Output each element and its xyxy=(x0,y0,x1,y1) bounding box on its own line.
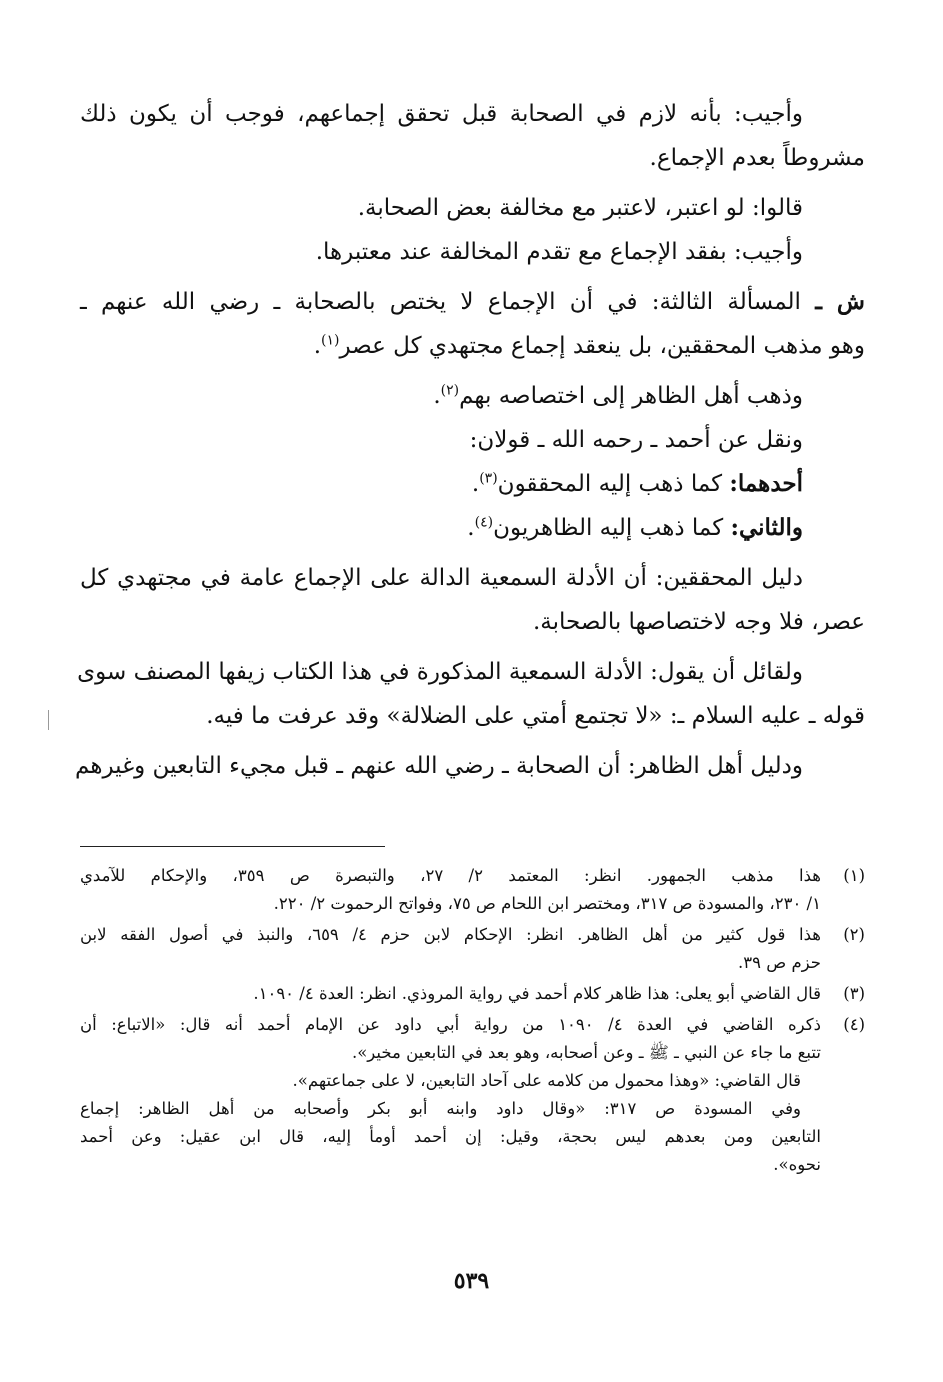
paragraph-text: المسألة الثالثة: في أن الإجماع لا يختص بالصحابة ـ رضي الله عنهم ـ xyxy=(80,289,801,315)
footnote-number: (٣) xyxy=(843,984,865,1003)
footnote-ref[interactable]: (٤) xyxy=(474,514,494,531)
footnote-line: تتبع ما جاء عن النبي ـ ﷺ ـ وعن أصحابه، وهو بعد في التابعين مخير». xyxy=(351,1043,821,1062)
footnote-number: (٤) xyxy=(843,1015,865,1034)
paragraph-text: كما ذهب إليه الظاهريون xyxy=(493,515,724,541)
main-text xyxy=(75,92,865,788)
footnote-number: (٢) xyxy=(843,925,865,944)
paragraph-text: كما ذهب إليه المحققون xyxy=(497,471,723,497)
footnote-line: قال القاضي: «وهذا محمول من كلامه على آحاد التابعين، لا على جماعتهم». xyxy=(292,1071,801,1090)
paragraph-line: قوله ـ عليه السلام ـ: «لا تجتمع أمتي على الضلالة» وقد عرفت ما فيه. xyxy=(206,703,865,729)
paragraph-line: ودليل أهل الظاهر: أن الصحابة ـ رضي الله عنهم ـ قبل مجيء التابعين وغيرهم xyxy=(75,753,803,779)
paragraph-line: مشروطاً بعدم الإجماع. xyxy=(649,145,865,171)
paragraph-line: وذهب أهل الظاهر إلى اختصاصه بهم$^{(٢)}$. xyxy=(433,382,803,409)
sharh-marker: ش ـ xyxy=(815,288,865,315)
paragraph-line: وأجيب: بأنه لازم في الصحابة قبل تحقق إجماعهم، فوجب أن يكون ذلك xyxy=(80,101,803,127)
footnotes xyxy=(80,862,865,1179)
footnote-3: (٣)قال القاضي أبو يعلى: هذا ظاهر كلام أحمد في رواية المروذي. انظر: العدة ٤/ ١٠٩٠. xyxy=(80,980,865,1008)
footnote-line: التابعين ومن بعدهم ليس بحجة، وقيل: إن أحمد أومأ إليه، قال ابن عقيل: وعن أحمد xyxy=(80,1127,821,1146)
footnote-line: ١/ ٢٣٠، والمسودة ص ٣١٧، ومختصر ابن اللحام ص ٧٥، وفواتح الرحموت ٢/ ٢٢٠. xyxy=(273,894,821,913)
footnote-line: نحوه». xyxy=(773,1155,821,1174)
paragraph-text: وهو مذهب المحققين، بل ينعقد إجماع مجتهدي كل عصر xyxy=(339,333,865,359)
page-number: ٥٣٩ xyxy=(453,1268,490,1294)
paragraph-line: والثاني: كما ذهب إليه الظاهريون$^{(٤)}$. xyxy=(467,514,803,541)
footnote-number: (١) xyxy=(843,866,865,885)
bold-label: والثاني: xyxy=(730,514,803,541)
paragraph-line: وأجيب: بفقد الإجماع مع تقدم المخالفة عند معتبرها. xyxy=(315,239,803,265)
footnote-ref[interactable]: (١) xyxy=(321,332,340,349)
footnote-divider xyxy=(80,846,385,847)
footnote-2: (٢)هذا قول كثير من أهل الظاهر. انظر: الإحكام لابن حزم ٤/ ٦٥٩، والنبذ في أصول الفقه لابن xyxy=(80,921,865,949)
paragraph-line xyxy=(80,280,865,324)
paragraph-text: وذهب أهل الظاهر إلى اختصاصه بهم xyxy=(459,383,803,409)
bold-label: أحدهما: xyxy=(729,470,803,497)
paragraph-line: عصر، فلا وجه لاختصاصها بالصحابة. xyxy=(532,609,865,635)
margin-mark xyxy=(48,710,49,730)
paragraph-line: ولقائل أن يقول: الأدلة السمعية المذكورة في هذا الكتاب زيفها المصنف سوى xyxy=(77,659,803,685)
paragraph-line: دليل المحققين: أن الأدلة السمعية الدالة على الإجماع عامة في مجتهدي كل xyxy=(80,565,803,591)
paragraph-line: وهو مذهب المحققين، بل ينعقد إجماع مجتهدي كل عصر$^{(١)}$. xyxy=(313,332,865,359)
footnote-ref[interactable]: (٣) xyxy=(479,470,498,487)
paragraph-line: ونقل عن أحمد ـ رحمه الله ـ قولان: xyxy=(469,427,803,453)
footnote-line: حزم ص ٣٩. xyxy=(738,953,821,972)
paragraph-line: قالوا: لو اعتبر، لاعتبر مع مخالفة بعض الصحابة. xyxy=(357,195,803,221)
paragraph-line: أحدهما: كما ذهب إليه المحققون$^{(٣)}$. xyxy=(471,470,803,497)
footnote-ref[interactable]: (٢) xyxy=(440,382,460,399)
footnote-1: (١)هذا مذهب الجمهور. انظر: المعتمد ٢/ ٢٧، والتبصرة ص ٣٥٩، والإحكام للآمدي xyxy=(80,862,865,890)
footnote-4: (٤)ذكره القاضي في العدة ٤/ ١٠٩٠ من رواية أبي داود عن الإمام أحمد أنه قال: «الاتباع: أن xyxy=(80,1011,865,1039)
footnote-line: وفي المسودة ص ٣١٧: «وقال داود وابنه أبو بكر وأصحابه من أهل الظاهر: إجماع xyxy=(80,1099,801,1118)
